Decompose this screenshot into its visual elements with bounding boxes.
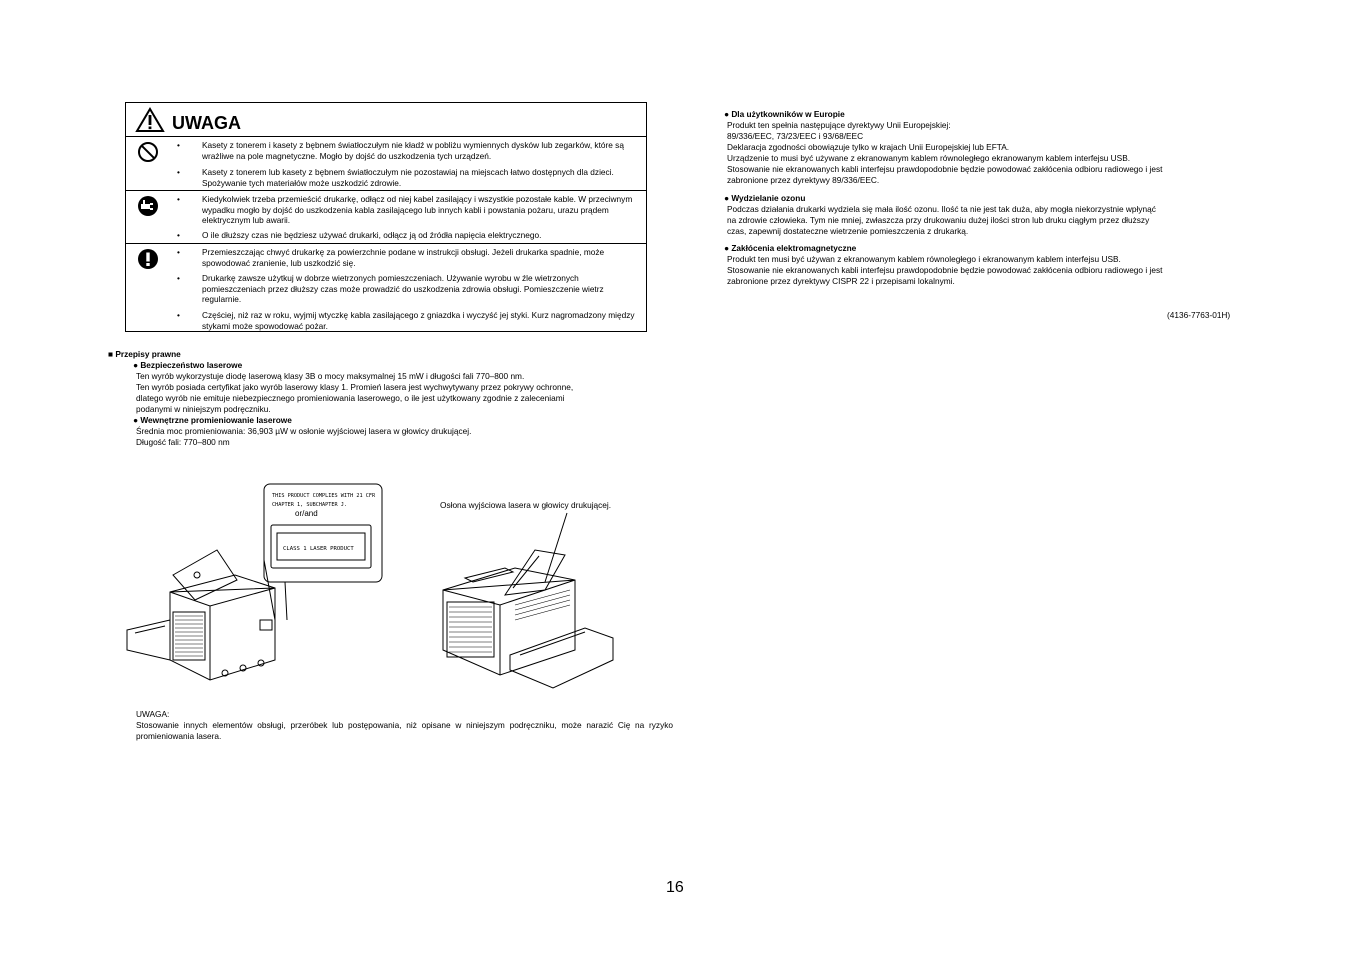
warning-item: Przemieszczając chwyć drukarkę za powierzchnie podane w instrukcji obsługi. Jeżeli drukarka spadnie, może spowodować zranienie, lub uszkodzić się. <box>202 247 605 268</box>
laser-safety-line: podanymi w niniejszym podręczniku. <box>136 404 271 414</box>
laser-safety-heading: ● Bezpieczeństwo laserowe <box>133 360 243 370</box>
warning-item: O ile dłuższy czas nie będziesz używać drukarki, odłącz ją od źródła napięcia elektrycznego. <box>202 230 542 240</box>
laser-callout: Osłona wyjściowa lasera w głowicy drukującej. <box>440 500 612 510</box>
note-text: Stosowanie innych elementów obsługi, przeróbek lub postępowania, niż opisane w niniejszym podręczniku, może narazić Cię na ryzyko promieniowania lasera. <box>136 720 673 741</box>
europe-heading: ● Dla użytkowników w Europie <box>724 109 845 119</box>
warning-item: Kasety z tonerem i kasety z bębnem światłoczułym nie kładź w pobliżu wymiennych dysków lub zegarków, które są wrażliwe na pole magnetyczne. Mogło by dojść do uszkodzenia tych urządzeń. <box>202 140 624 161</box>
laser-safety-line: dlatego wyrób nie emituje niebezpiecznego promieniowania laserowego, o ile jest użytkowany zgodnie z zaleceniami <box>136 393 565 403</box>
europe-line: zabronione przez dyrektywy 89/336/EEC. <box>727 175 880 185</box>
class-label: CLASS 1 LASER PRODUCT <box>283 546 354 552</box>
warning-title: UWAGA <box>172 113 241 133</box>
europe-line: Deklaracja zgodności obowiązuje tylko w krajach Unii Europejskiej lub EFTA. <box>727 142 1010 152</box>
emc-line: zabronione przez dyrektywy CISPR 22 i przepisami lokalnymi. <box>727 276 955 286</box>
label-text: CHAPTER 1, SUBCHAPTER J. <box>272 502 347 508</box>
ozone-line: Podczas działania drukarki wydziela się mała ilość ozonu. Ilość ta nie jest tak duża, aby mogła niekorzystnie wpłynąć <box>727 204 1156 214</box>
warning-row: • Kasety z tonerem i kasety z bębnem światłoczułym nie kładź w pobliżu wymiennych dysków lub zegarków, które są wrażliwe na pole magnetyczne. Mogło by dojść do uszkodzenia tych urządzeń. • Kasety z tonerem lub kasety z bębnem światłoczułym nie pozostawiaj na miejscach łatwo dostępnych dla dzieci. Spożywanie tych materiałów może uszkodzić zdrowie. <box>126 136 646 191</box>
exclamation-icon <box>137 248 159 270</box>
warning-row: • Kiedykolwiek trzeba przemieścić drukarkę, odłącz od niej kabel zasilający i wszystkie pozostałe kable. W przeciwnym wypadku mogło by dojść do uszkodzenia kabla zasilającego lub innych kabli i powstania pożaru, urazu prądem elektrycznym lub awarii. • O ile dłuższy czas nie będziesz używać drukarki, odłącz ją od źródła napięcia elektrycznego. <box>126 190 646 244</box>
internal-radiation-heading: ● Wewnętrzne promieniowanie laserowe <box>133 415 292 425</box>
prohibition-icon <box>137 141 159 163</box>
warning-item: Drukarkę zawsze użytkuj w dobrze wietrzonych pomieszczeniach. Używanie wyrobu w źle wietrzonych pomieszczeniach przez dłuższy czas może prowadzić do uszkodzenia zdrowia obsługi. Pomieszczenie wietrz regularnie. <box>202 273 604 305</box>
emc-line: Produkt ten musi być używan z ekranowanym kablem równoległego i ekranowanym kablem interfejsu USB. <box>727 254 1121 264</box>
internal-radiation-line: Długość fali: 770–800 nm <box>136 437 230 447</box>
label-text: THIS PRODUCT COMPLIES WITH 21 CFR <box>272 493 376 499</box>
printer-label-illustration <box>125 480 395 690</box>
ozone-line: czas, zapewnij dostateczne wietrzenie pomieszczenia z drukarką. <box>727 226 969 236</box>
laser-safety-line: Ten wyrób posiada certyfikat jako wyrób laserowy klasy 1. Promień lasera jest wychwytywany przez pokrywy ochronne, <box>136 382 574 392</box>
unplug-icon <box>137 195 159 217</box>
europe-line: Urządzenie to musi być używane z ekranowanym kablem równoległego ekranowanym kablem interfejsu USB. <box>727 153 1131 163</box>
regulations-heading: ■ Przepisy prawne <box>108 349 181 359</box>
emc-line: Stosowanie nie ekranowanych kabli interfejsu prawdopodobnie będzie powodować zakłócenia odbioru radiowego i jest <box>727 265 1163 275</box>
printer-open-illustration <box>435 510 635 690</box>
document-code: (4136-7763-01H) <box>1167 310 1231 320</box>
ozone-heading: ● Wydzielanie ozonu <box>724 193 806 203</box>
page-number: 16 <box>666 879 684 896</box>
warning-item: Częściej, niż raz w roku, wyjmij wtyczkę kabla zasilającego z gniazdka i wyczyść jej styki. Kurz nagromadzony między stykami może spowodować pożar. <box>202 310 635 331</box>
note-heading: UWAGA: <box>136 709 170 719</box>
internal-radiation-line: Średnia moc promieniowania: 36,903 µW w osłonie wyjściowej lasera w głowicy drukującej. <box>136 426 472 436</box>
warning-header <box>126 103 646 137</box>
warning-row: • Przemieszczając chwyć drukarkę za powierzchnie podane w instrukcji obsługi. Jeżeli drukarka spadnie, może spowodować zranienie, lub uszkodzić się. • Drukarkę zawsze użytkuj w dobrze wietrzonych pomieszczeniach. Używanie wyrobu w źle wietrzonych pomieszczeniach przez dłuższy czas może prowadzić do uszkodzenia zdrowia obsługi. Pomieszczenie wietrz regularnie. • Częściej, niż raz w roku, wyjmij wtyczkę kabla zasilającego z gniazdka i wyczyść jej styki. Kurz nagromadzony między stykami może spowodować pożar. <box>126 243 646 332</box>
laser-safety-line: Ten wyrób wykorzystuje diodę laserową klasy 3B o mocy maksymalnej 15 mW i długości fali 770–800 nm. <box>136 371 525 381</box>
warning-box <box>125 102 647 332</box>
label-or: or/and <box>295 509 318 518</box>
ozone-line: na zdrowie człowieka. Tym nie mniej, zwłaszcza przy drukowaniu dużej ilości stron lub druku ciągłym przez dłuższy <box>727 215 1150 225</box>
warning-triangle-icon <box>135 107 165 133</box>
europe-line: Produkt ten spełnia następujące dyrektywy Unii Europejskiej: <box>727 120 951 130</box>
europe-line: Stosowanie nie ekranowanych kabli interfejsu prawdopodobnie będzie powodować zakłócenia odbioru radiowego i jest <box>727 164 1163 174</box>
warning-item: Kiedykolwiek trzeba przemieścić drukarkę, odłącz od niej kabel zasilający i wszystkie pozostałe kable. W przeciwnym wypadku mogło by dojść do uszkodzenia kabla zasilającego lub innych kabli i powstania pożaru, urazu prądem elektrycznym lub awarii. <box>202 194 633 226</box>
warning-item: Kasety z tonerem lub kasety z bębnem światłoczułym nie pozostawiaj na miejscach łatwo dostępnych dla dzieci. Spożywanie tych materiałów może uszkodzić zdrowie. <box>202 167 614 188</box>
europe-line: 89/336/EEC, 73/23/EEC i 93/68/EEC <box>727 131 864 141</box>
emc-heading: ● Zakłócenia elektromagnetyczne <box>724 243 857 253</box>
